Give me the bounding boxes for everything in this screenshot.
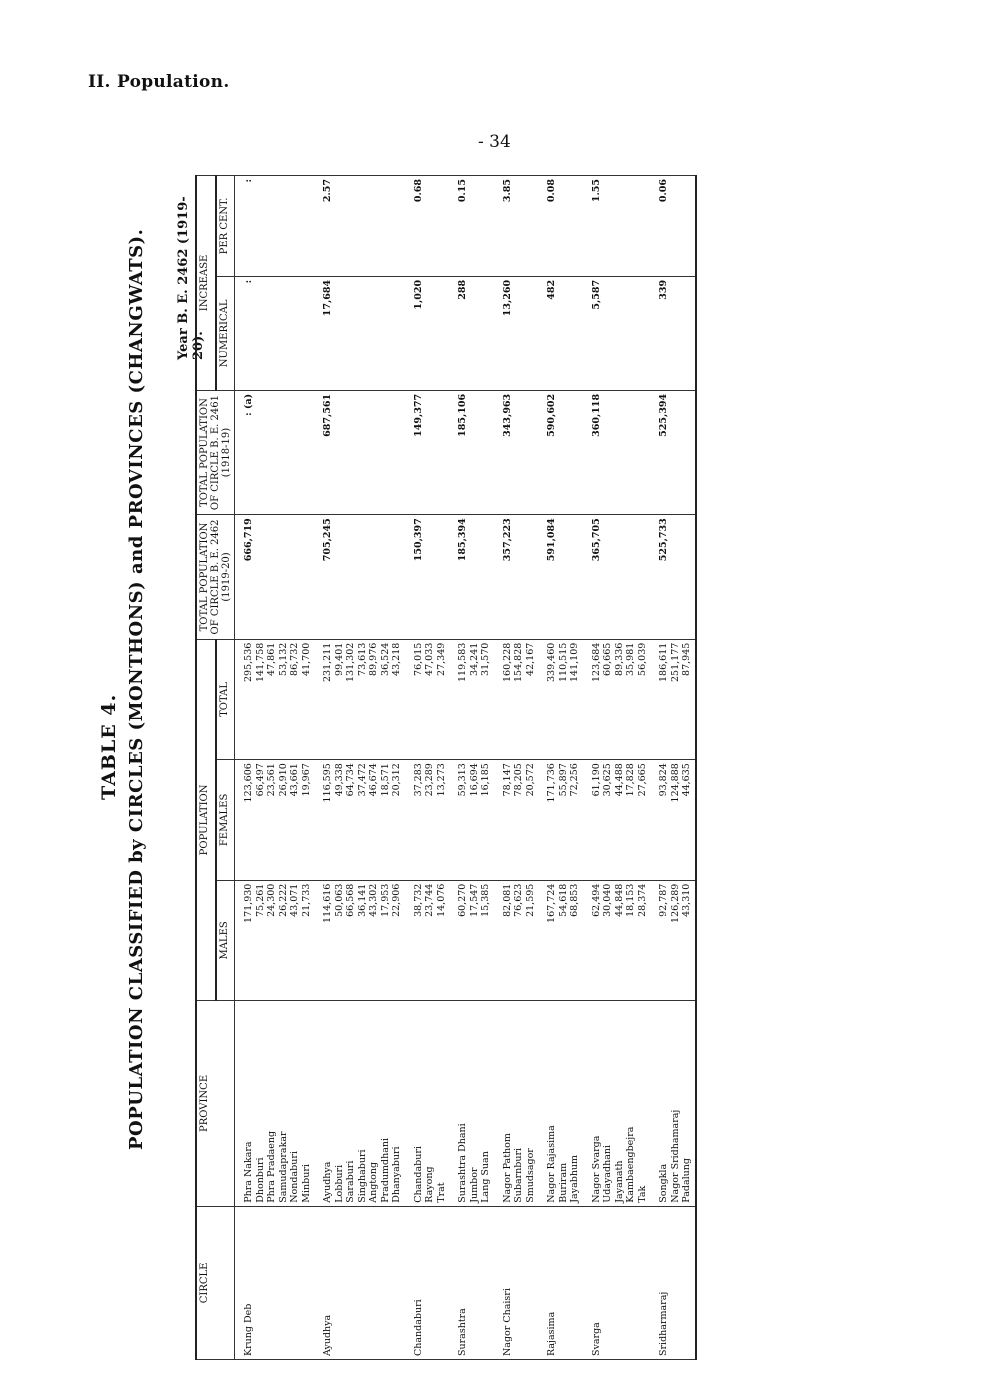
total-value: 110,515 (557, 642, 569, 682)
total-value: 41,700 (300, 642, 312, 676)
per-cent-cell (405, 176, 450, 277)
males-value: 167,724 (546, 883, 557, 923)
females-value: 61,190 (590, 763, 602, 797)
males-value: 21,595 (524, 883, 536, 917)
total-cell (235, 639, 315, 759)
numerical-cell (494, 276, 539, 390)
total-value: 43,218 (391, 642, 402, 676)
females-value: 116,595 (322, 763, 333, 803)
per-cent-cell (449, 176, 494, 277)
province-cell (650, 1001, 696, 1207)
total-2461-cell (538, 390, 583, 514)
total-cell (650, 639, 696, 759)
total-2461-cell (314, 390, 405, 514)
province-name: Saraburi (345, 1160, 356, 1203)
header-males: MALES (216, 880, 235, 1000)
province-cell (538, 1001, 583, 1207)
table-year: Year B. E. 2462 (1919-20). (176, 196, 206, 360)
province-name: Nagor Pathom (501, 1133, 513, 1203)
province-name: Rayong (424, 1166, 435, 1203)
province-name: Udayadhani (602, 1144, 613, 1203)
province-name: Nagor Svarga (590, 1135, 602, 1203)
numerical-value: 482 (546, 279, 557, 300)
per-cent-value: : (243, 179, 254, 183)
females-value: 64,734 (345, 763, 356, 797)
total-2462-value: 185,394 (457, 518, 468, 562)
numerical-cell (314, 276, 405, 390)
circle-name: Ayudhya (322, 1314, 333, 1356)
page-number: - 34 (478, 132, 511, 152)
total-2462-cell (405, 515, 450, 639)
province-name: Pradumdhani (379, 1137, 391, 1203)
males-value: 66,568 (345, 883, 356, 917)
females-value: 37,283 (412, 763, 424, 797)
table-title: POPULATION CLASSIFIED by CIRCLES (MONTHONS) and PROVINCES (CHANGWATS). (126, 228, 147, 1150)
females-value: 44,635 (681, 763, 692, 797)
females-value: 13,273 (435, 763, 447, 797)
males-cell (314, 880, 405, 1000)
province-name: Surashtra Dhani (457, 1123, 468, 1203)
total-2461-value: 149,377 (412, 393, 424, 437)
total-value: 154,828 (513, 642, 524, 682)
males-value: 30,040 (602, 883, 613, 917)
males-value: 14,076 (435, 883, 447, 917)
females-value: 78,147 (501, 763, 513, 797)
total-cell (538, 639, 583, 759)
province-name: Smudsagor (524, 1148, 536, 1203)
females-value: 49,338 (333, 763, 345, 797)
males-value: 54,618 (557, 883, 569, 917)
total-value: 231,211 (322, 642, 333, 682)
per-cent-value: 2.57 (322, 179, 333, 203)
total-2461-value: 185,106 (457, 393, 468, 437)
total-2461-cell (449, 390, 494, 514)
total-value: 141,109 (569, 642, 580, 682)
females-value: 19,967 (300, 763, 312, 797)
males-value: 43,071 (289, 883, 300, 917)
total-cell (583, 639, 651, 759)
province-cell (314, 1001, 405, 1207)
males-value: 36,141 (356, 883, 368, 917)
total-2462-cell (538, 515, 583, 639)
circle-name: Krung Deb (243, 1303, 254, 1356)
per-cent-cell (235, 176, 315, 277)
total-2461-cell (494, 390, 539, 514)
table-row (405, 176, 450, 1360)
header-province: PROVINCE (196, 1001, 235, 1207)
total-value: 339,460 (546, 642, 557, 682)
females-value: 18,571 (379, 763, 391, 797)
females-value: 17,828 (625, 763, 636, 797)
total-value: 34,241 (468, 642, 480, 676)
males-cell (449, 880, 494, 1000)
total-value: 295,536 (243, 642, 254, 682)
numerical-value: 13,260 (501, 279, 513, 317)
total-2462-value: 525,733 (658, 518, 669, 562)
province-name: Chandaburi (412, 1146, 424, 1203)
males-value: 126,289 (669, 883, 681, 923)
males-value: 50,063 (333, 883, 345, 917)
males-value: 44,848 (613, 883, 625, 917)
males-value: 21,733 (300, 883, 312, 917)
females-value: 20,312 (391, 763, 402, 797)
total-value: 160,228 (501, 642, 513, 682)
females-value: 43,661 (289, 763, 300, 797)
males-value: 62,494 (590, 883, 602, 917)
circle-cell (235, 1206, 315, 1359)
females-value: 72,256 (569, 763, 580, 797)
males-value: 28,374 (636, 883, 648, 917)
circle-name: Chandaburi (412, 1299, 424, 1356)
circle-cell (650, 1206, 696, 1359)
males-value: 15,385 (480, 883, 491, 917)
numerical-cell (650, 276, 696, 390)
total-value: 141,758 (254, 642, 266, 682)
circle-cell (583, 1206, 651, 1359)
province-name: Tak (636, 1185, 648, 1203)
females-value: 66,497 (254, 763, 266, 797)
rotated-table-block (90, 170, 890, 1360)
header-population: POPULATION (196, 639, 216, 1000)
per-cent-value: 1.55 (590, 179, 602, 203)
total-2462-cell (314, 515, 405, 639)
numerical-value: 5,587 (590, 279, 602, 310)
numerical-cell (538, 276, 583, 390)
total-2462-value: 666,719 (243, 518, 254, 562)
females-value: 37,472 (356, 763, 368, 797)
males-value: 76,623 (513, 883, 524, 917)
province-name: Padalung (681, 1158, 692, 1203)
total-value: 47,861 (266, 642, 277, 676)
table-row (650, 176, 696, 1360)
males-cell (235, 880, 315, 1000)
males-cell (494, 880, 539, 1000)
females-value: 20,572 (524, 763, 536, 797)
total-value: 31,570 (480, 642, 491, 676)
table-number: TABLE 4. (98, 693, 120, 800)
table-row (538, 176, 583, 1360)
total-2462-cell (449, 515, 494, 639)
males-value: 18,153 (625, 883, 636, 917)
numerical-value: 288 (457, 279, 468, 300)
total-value: 76,015 (412, 642, 424, 676)
males-value: 24,300 (266, 883, 277, 917)
total-2461-cell (583, 390, 651, 514)
province-name: Songkla (658, 1163, 669, 1203)
numerical-value: 17,684 (322, 279, 333, 317)
females-value: 27,665 (636, 763, 648, 797)
males-value: 38,732 (412, 883, 424, 917)
total-value: 73,613 (356, 642, 368, 676)
males-value: 114,616 (322, 883, 333, 923)
total-cell (314, 639, 405, 759)
total-2461-value: 525,394 (658, 393, 669, 437)
numerical-value: 339 (658, 279, 669, 300)
males-value: 17,953 (379, 883, 391, 917)
males-value: 22,906 (391, 883, 402, 917)
total-cell (494, 639, 539, 759)
total-2462-value: 365,705 (590, 518, 602, 562)
province-cell (235, 1001, 315, 1207)
numerical-cell (449, 276, 494, 390)
header-total: TOTAL (216, 639, 235, 759)
per-cent-value: 0.08 (546, 179, 557, 203)
females-cell (449, 760, 494, 880)
circle-cell (405, 1206, 450, 1359)
province-name: Jayabhum (569, 1154, 580, 1203)
females-cell (494, 760, 539, 880)
males-cell (650, 880, 696, 1000)
province-name: Nagor Sridhamaraj (669, 1109, 681, 1203)
table-row (235, 176, 315, 1360)
table-row (314, 176, 405, 1360)
per-cent-value: 0.15 (457, 179, 468, 203)
females-value: 30,625 (602, 763, 613, 797)
total-2462-cell (494, 515, 539, 639)
table-row (449, 176, 494, 1360)
total-cell (405, 639, 450, 759)
total-2462-value: 357,223 (501, 518, 513, 562)
table-row (583, 176, 651, 1360)
province-name: Lang Suan (480, 1151, 491, 1203)
circle-cell (314, 1206, 405, 1359)
province-name: Nagor Rajasima (546, 1125, 557, 1203)
province-name: Phra Pradaeng (266, 1130, 277, 1203)
males-value: 26,222 (277, 883, 289, 917)
males-value: 60,270 (457, 883, 468, 917)
province-name: Nondaburi (289, 1151, 300, 1203)
circle-name: Nagor Chaisri (501, 1288, 513, 1356)
total-2461-cell (405, 390, 450, 514)
females-cell (235, 760, 315, 880)
header-per-cent: PER CENT. (216, 176, 235, 277)
females-value: 46,674 (368, 763, 379, 797)
total-value: 60,665 (602, 642, 613, 676)
males-value: 82,081 (501, 883, 513, 917)
header-females: FEMALES (216, 760, 235, 880)
per-cent-value: 0.06 (658, 179, 669, 203)
province-cell (405, 1001, 450, 1207)
population-table (195, 175, 697, 1360)
females-cell (314, 760, 405, 880)
province-name: Minburi (300, 1164, 312, 1203)
numerical-cell (235, 276, 315, 390)
total-2461-value: 343,963 (501, 393, 513, 437)
per-cent-cell (538, 176, 583, 277)
males-value: 92,787 (658, 883, 669, 917)
males-cell (538, 880, 583, 1000)
province-name: Samudaprakar (277, 1131, 289, 1203)
males-cell (405, 880, 450, 1000)
total-value: 87,945 (681, 642, 692, 676)
province-cell (583, 1001, 651, 1207)
per-cent-value: 3.85 (501, 179, 513, 203)
circle-cell (449, 1206, 494, 1359)
total-2462-cell (235, 515, 315, 639)
females-value: 59,313 (457, 763, 468, 797)
total-value: 89,976 (368, 642, 379, 676)
females-value: 44,488 (613, 763, 625, 797)
females-value: 16,694 (468, 763, 480, 797)
per-cent-value: 0.68 (412, 179, 424, 203)
table-row (494, 176, 539, 1360)
numerical-cell (583, 276, 651, 390)
total-value: 99,401 (333, 642, 345, 676)
total-value: 131,302 (345, 642, 356, 682)
circle-cell (538, 1206, 583, 1359)
total-2461-cell (235, 390, 315, 514)
total-2462-value: 705,245 (322, 518, 333, 562)
males-value: 17,547 (468, 883, 480, 917)
females-value: 26,910 (277, 763, 289, 797)
males-value: 23,744 (424, 883, 435, 917)
per-cent-cell (583, 176, 651, 277)
females-value: 124,888 (669, 763, 681, 803)
total-value: 123,684 (590, 642, 602, 682)
males-value: 171,930 (243, 883, 254, 923)
total-value: 27,349 (435, 642, 447, 676)
circle-cell (494, 1206, 539, 1359)
per-cent-cell (314, 176, 405, 277)
province-name: Buriram (557, 1162, 569, 1203)
males-value: 75,261 (254, 883, 266, 917)
province-name: Kambaengbejra (625, 1126, 636, 1203)
females-value: 23,289 (424, 763, 435, 797)
males-value: 68,853 (569, 883, 580, 917)
males-value: 43,302 (368, 883, 379, 917)
females-value: 78,205 (513, 763, 524, 797)
per-cent-cell (650, 176, 696, 277)
province-name: Lobburi (333, 1164, 345, 1203)
total-value: 53,132 (277, 642, 289, 676)
total-value: 251,177 (669, 642, 681, 682)
header-total-2462: TOTAL POPULATION OF CIRCLE B. E. 2462 (1919-20) (196, 515, 235, 639)
circle-name: Rajasima (546, 1311, 557, 1356)
males-cell (583, 880, 651, 1000)
females-value: 123,606 (243, 763, 254, 803)
province-name: Jumbor (468, 1167, 480, 1203)
total-value: 35,981 (625, 642, 636, 676)
males-value: 43,310 (681, 883, 692, 917)
females-value: 171,736 (546, 763, 557, 803)
province-name: Dhanyaburi (391, 1146, 402, 1203)
total-value: 36,524 (379, 642, 391, 676)
total-value: 56,039 (636, 642, 648, 676)
total-2461-value: 360,118 (590, 393, 602, 437)
province-name: Angtong (368, 1161, 379, 1203)
province-name: Dhonburi (254, 1157, 266, 1203)
total-2462-cell (583, 515, 651, 639)
province-name: Jayanath (613, 1160, 625, 1203)
province-name: Trat (435, 1182, 447, 1203)
circle-name: Surashtra (457, 1308, 468, 1356)
province-cell (494, 1001, 539, 1207)
numerical-cell (405, 276, 450, 390)
total-2461-value: : (a) (243, 393, 254, 416)
total-value: 47,033 (424, 642, 435, 676)
circle-name: Svarga (590, 1322, 602, 1356)
province-name: Singhaburi (356, 1149, 368, 1203)
numerical-value: 1,020 (412, 279, 424, 310)
females-cell (650, 760, 696, 880)
header-total-2461: TOTAL POPULATION OF CIRCLE B. E. 2461 (1918-19) (196, 390, 235, 514)
province-cell (449, 1001, 494, 1207)
females-value: 93,824 (658, 763, 669, 797)
total-2461-value: 590,602 (546, 393, 557, 437)
total-2462-value: 591,084 (546, 518, 557, 562)
total-2461-value: 687,561 (322, 393, 333, 437)
total-2461-cell (650, 390, 696, 514)
total-value: 186,611 (658, 642, 669, 682)
total-2462-cell (650, 515, 696, 639)
females-cell (405, 760, 450, 880)
province-name: Phra Nakara (243, 1141, 254, 1203)
per-cent-cell (494, 176, 539, 277)
header-numerical: NUMERICAL (216, 276, 235, 390)
females-value: 16,185 (480, 763, 491, 797)
province-name: Ayudhya (322, 1161, 333, 1203)
circle-name: Sridharmaraj (658, 1291, 669, 1356)
total-value: 119,583 (457, 642, 468, 682)
total-value: 42,167 (524, 642, 536, 676)
females-cell (583, 760, 651, 880)
females-cell (538, 760, 583, 880)
section-heading: II. Population. (88, 72, 230, 92)
females-value: 23,561 (266, 763, 277, 797)
females-value: 55,897 (557, 763, 569, 797)
total-value: 86,732 (289, 642, 300, 676)
total-cell (449, 639, 494, 759)
province-name: Subarnburi (513, 1147, 524, 1203)
total-value: 89,336 (613, 642, 625, 676)
numerical-value: : (243, 279, 254, 284)
header-increase: INCREASE (196, 176, 216, 391)
header-circle: CIRCLE (196, 1206, 235, 1359)
total-2462-value: 150,397 (412, 518, 424, 562)
